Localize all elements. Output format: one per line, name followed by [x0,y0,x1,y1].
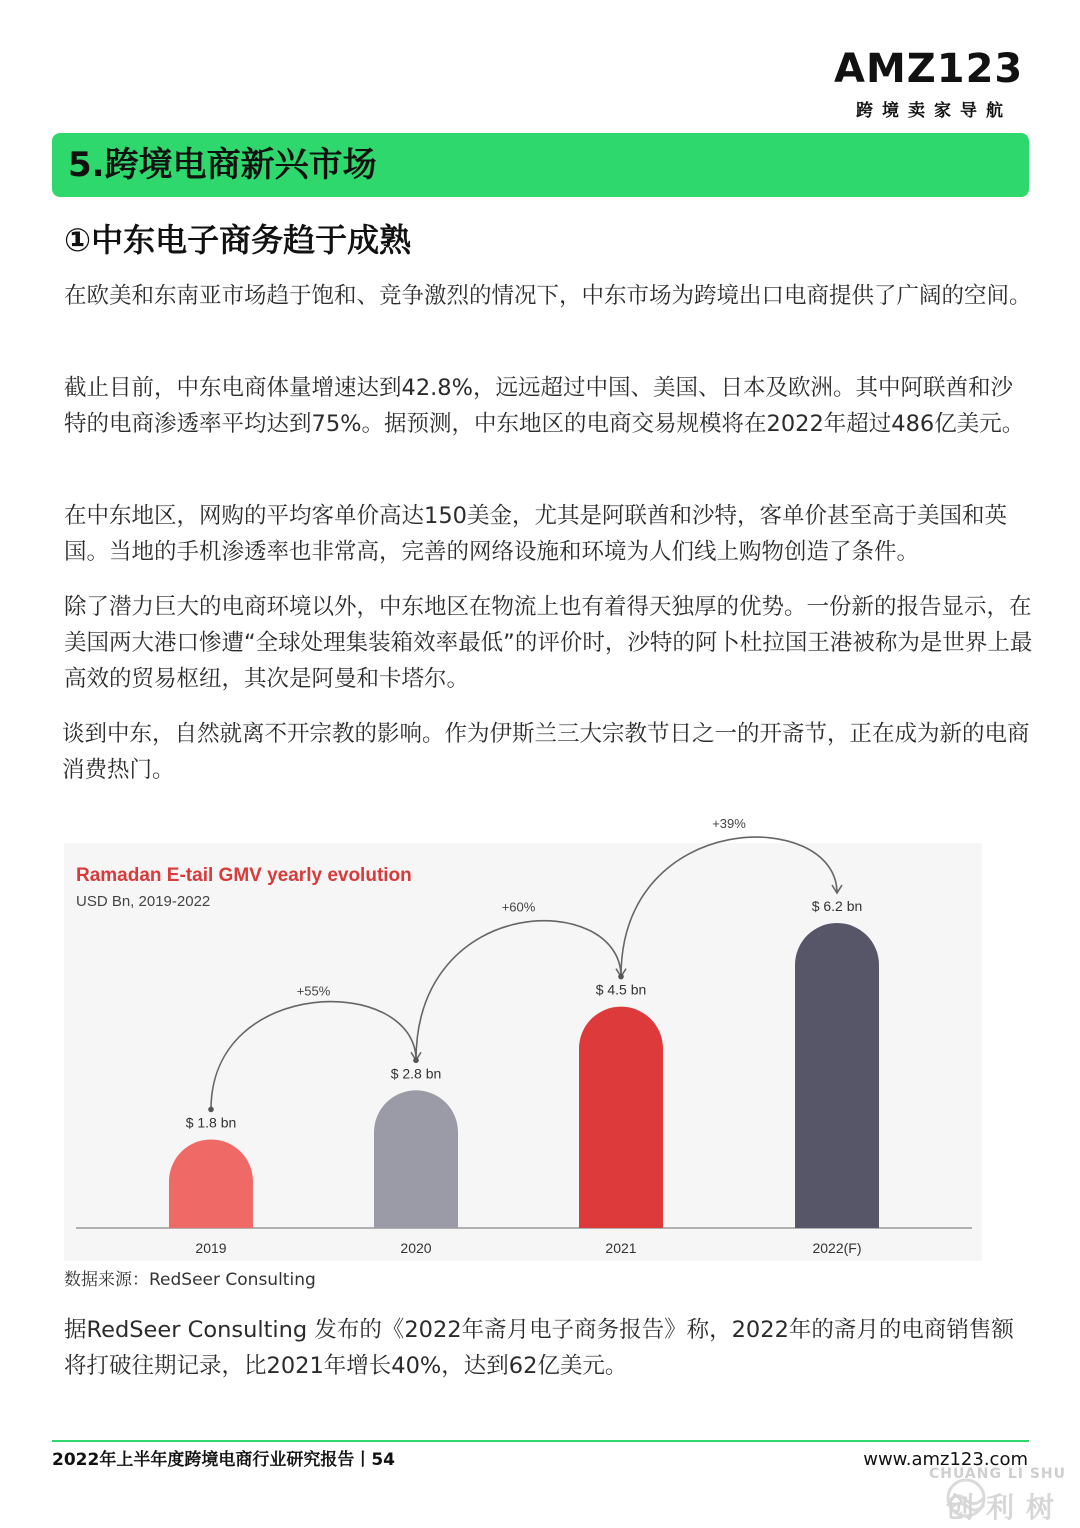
footer-website-link[interactable]: www.amz123.com [863,1449,1028,1470]
bar-2019 [169,1139,253,1228]
growth-label: +55% [296,983,331,999]
growth-arc-start-dot [618,974,624,980]
chart-title: Ramadan E-tail GMV yearly evolution [76,865,412,886]
bar-value-label: $ 4.5 bn [595,981,647,998]
logo-tagline: 跨境卖家导航 [856,101,1012,121]
x-tick-label: 2019 [195,1240,227,1256]
chart-canvas [64,816,982,1261]
bar-2020 [374,1090,458,1228]
bar-value-label: $ 6.2 bn [811,898,863,914]
footer-divider [52,1440,1029,1442]
watermark-latin: CHUANG LI SHU [928,1466,1066,1482]
chart-subtitle: USD Bn, 2019-2022 [76,893,211,910]
paragraph-5: 谈到中东，自然就离不开宗教的影响。作为伊斯兰三大宗教节日之一的开斋节，正在成为新的电商消费热门。 [62,721,1030,783]
paragraph-1: 在欧美和东南亚市场趋于饱和、竞争激烈的情况下，中东市场为跨境出口电商提供了广阔的空间。 [64,283,1032,309]
bar-2021 [579,1007,663,1228]
growth-label: +39% [712,816,746,831]
bar-2022(F) [795,923,879,1228]
amz123-logo [834,46,1024,121]
paragraph-4: 除了潜力巨大的电商环境以外，中东地区在物流上也有着得天独厚的优势。一份新的报告显示，在美国两大港口惨遭“全球处理集装箱效率最低”的评价时，沙特的阿卜杜拉国王港被称为是世界上最高效的贸易枢纽，其次是阿曼和卡塔尔。 [64,594,1033,692]
bar-value-label: $ 2.8 bn [390,1065,442,1082]
watermark [874,1462,1074,1524]
growth-arc-start-dot [413,1057,419,1063]
growth-arc-start-dot [208,1107,214,1113]
ramadan-gmv-chart [64,816,982,1261]
x-tick-label: 2021 [605,1240,637,1256]
data-source-note: 数据来源：RedSeer Consulting [64,1270,316,1290]
growth-arc [211,1002,416,1110]
section-title: 5.跨境电商新兴市场 [68,145,377,185]
x-tick-label: 2020 [400,1240,432,1256]
bar-value-label: $ 1.8 bn [185,1114,237,1131]
section-header-bar [52,133,1029,197]
footer-report-title: 2022年上半年度跨境电商行业研究报告丨54 [52,1450,395,1470]
logo-wordmark: AMZ123 [834,46,1024,92]
subsection-title: ①中东电子商务趋于成熟 [64,221,412,259]
x-tick-label: 2022(F) [812,1240,862,1256]
growth-label: +60% [501,899,536,915]
paragraph-3: 在中东地区，网购的平均客单价高达150美金，尤其是阿联酋和沙特，客单价甚至高于美国和英国。当地的手机渗透率也非常高，完善的网络设施和环境为人们线上购物创造了条件。 [64,503,1007,565]
watermark-cjk: 创利树 [945,1491,1066,1524]
paragraph-6: 据RedSeer Consulting 发布的《2022年斋月电子商务报告》称，2022年的斋月的电商销售额将打破往期记录，比2021年增长40%，达到62亿美元。 [64,1317,1014,1379]
paragraph-2: 截止目前，中东电商体量增速达到42.8%，远远超过中国、美国、日本及欧洲。其中阿联酋和沙特的电商渗透率平均达到75%。据预测，中东地区的电商交易规模将在2022年超过486亿美元。 [64,375,1025,437]
